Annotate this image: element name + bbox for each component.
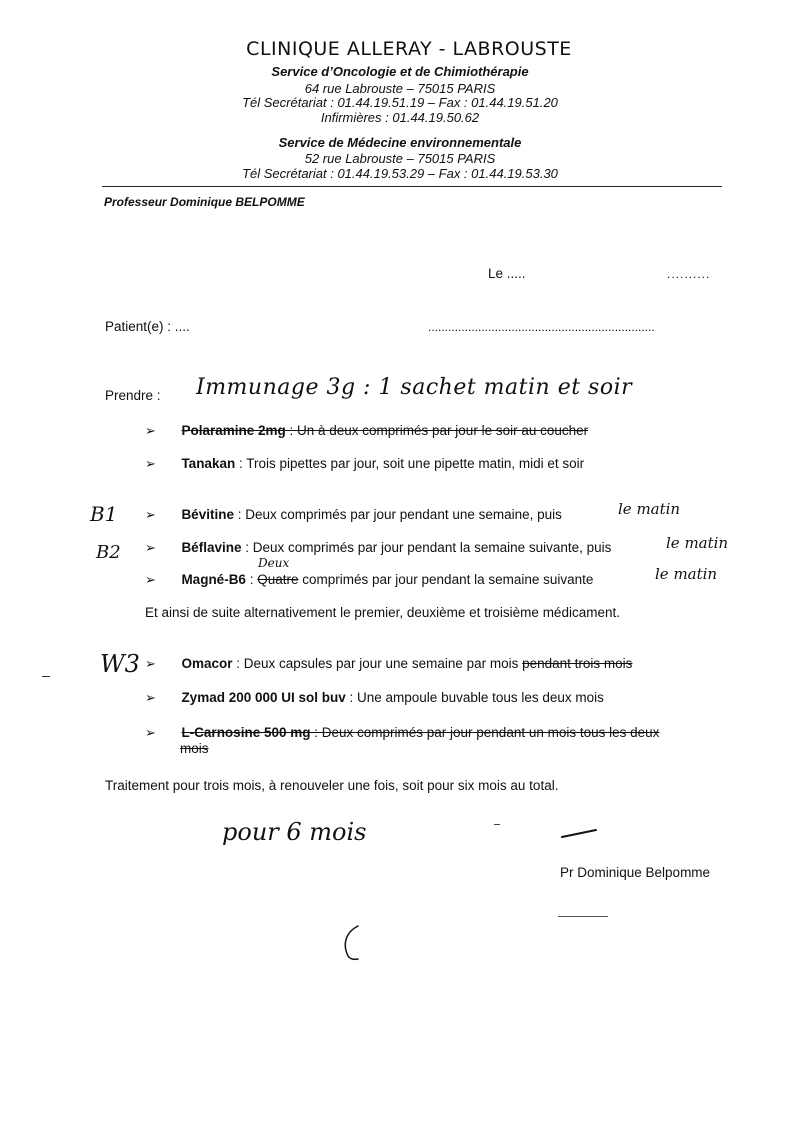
treatment-text: Traitement pour trois mois, à renouveler une fois, soit pour six mois au total.	[105, 778, 559, 793]
handwritten-beflavine-note: le matin	[666, 534, 729, 552]
handwritten-treatment-note: pour 6 mois	[222, 818, 367, 846]
medication-instructions: : Trois pipettes par jour, soit une pipette matin, midi et soir	[235, 456, 585, 471]
medication-instructions: : Deux comprimés par jour pendant la semaine suivante, puis	[241, 540, 612, 555]
bullet-arrow-icon: ➢	[145, 656, 156, 671]
handwritten-w3: W3	[100, 650, 140, 678]
medication-bevitine	[145, 507, 562, 523]
struck-text: pendant trois mois	[522, 656, 633, 671]
medication-instructions: : Deux comprimés par jour pendant une semaine, puis	[233, 507, 562, 522]
medication-l-carnosine	[145, 725, 659, 741]
medication-name: Bévitine	[181, 507, 234, 522]
handwritten-magne-correction: Deux	[258, 556, 290, 570]
medication-instructions: : Un à deux comprimés par jour le soir au coucher	[285, 423, 589, 438]
medication-instructions: : Une ampoule buvable tous les deux mois	[345, 690, 604, 705]
service-environmental-name: Service de Médecine environnementale	[278, 135, 522, 150]
medication-name: Béflavine	[181, 540, 242, 555]
service-oncology-name: Service d’Oncologie et de Chimiothérapie	[271, 64, 529, 79]
medication-instructions: : Deux comprimés par jour pendant un mois tous les deux	[310, 725, 660, 740]
medication-l-carnosine-wrap: mois	[180, 741, 209, 756]
signature-stroke	[560, 826, 600, 840]
signature-name: Pr Dominique Belpomme	[560, 865, 711, 880]
service-oncology-address: 64 rue Labrouste – 75015 PARIS	[304, 81, 496, 96]
medication-zymad	[145, 690, 604, 706]
bullet-arrow-icon: ➢	[145, 540, 156, 555]
handwritten-b2: B2	[96, 542, 121, 563]
bullet-arrow-icon: ➢	[145, 456, 156, 471]
medication-name: Tanakan	[181, 456, 236, 471]
service-oncology-nurses: Infirmières : 01.44.19.50.62	[320, 110, 480, 125]
handwritten-bevitine-note: le matin	[618, 500, 681, 518]
handwritten-bracket	[336, 922, 366, 962]
medication-name: Zymad 200 000 UI sol buv	[181, 690, 346, 705]
medication-omacor	[145, 656, 632, 672]
stray-mark	[494, 824, 500, 825]
bullet-arrow-icon: ➢	[145, 572, 156, 587]
handwritten-b1: B1	[90, 502, 118, 526]
bullet-arrow-icon: ➢	[145, 423, 156, 438]
medication-magne-b6	[145, 572, 593, 588]
clinic-name: CLINIQUE ALLERAY - LABROUSTE	[246, 38, 572, 60]
header-divider	[102, 186, 722, 187]
medication-name: Polaramine 2mg	[181, 423, 286, 438]
medication-tanakan	[145, 456, 584, 472]
medication-l-carnosine-line	[181, 725, 659, 740]
medication-instructions-a: :	[245, 572, 258, 587]
medication-polaramine	[145, 423, 588, 439]
alternation-text: Et ainsi de suite alternativement le premier, deuxième et troisième médicament.	[145, 605, 620, 620]
bullet-arrow-icon: ➢	[145, 507, 156, 522]
medication-name: Magné-B6	[181, 572, 246, 587]
service-oncology-phone: Tél Secrétariat : 01.44.19.51.19 – Fax : 01.44.19.51.20	[242, 95, 558, 110]
bullet-arrow-icon: ➢	[145, 690, 156, 705]
medication-name: Omacor	[181, 656, 233, 671]
handwritten-magne-note: le matin	[655, 565, 718, 583]
margin-mark	[42, 676, 50, 677]
date-dots: ..........	[667, 267, 711, 281]
date-label: Le .....	[488, 266, 526, 281]
medication-instructions-b: comprimés par jour pendant la semaine suivante	[298, 572, 594, 587]
medication-beflavine	[145, 540, 611, 556]
handwritten-prendre-note: Immunage 3g : 1 sachet matin et soir	[196, 375, 633, 400]
medication-polaramine-line	[181, 423, 588, 438]
doctor-name: Professeur Dominique BELPOMME	[104, 195, 305, 209]
struck-text: Quatre	[257, 572, 299, 587]
bullet-arrow-icon: ➢	[145, 725, 156, 740]
service-environmental-phone: Tél Secrétariat : 01.44.19.53.29 – Fax : 01.44.19.53.30	[242, 166, 558, 181]
service-environmental-address: 52 rue Labrouste – 75015 PARIS	[304, 151, 496, 166]
medication-instructions-a: : Deux capsules par jour une semaine par mois	[232, 656, 523, 671]
patient-dots: ....................................................................	[428, 320, 655, 334]
medication-name: L-Carnosine 500 mg	[181, 725, 311, 740]
prendre-label: Prendre :	[105, 388, 161, 403]
patient-label: Patient(e) : ....	[105, 319, 190, 334]
signature-line	[558, 916, 608, 917]
